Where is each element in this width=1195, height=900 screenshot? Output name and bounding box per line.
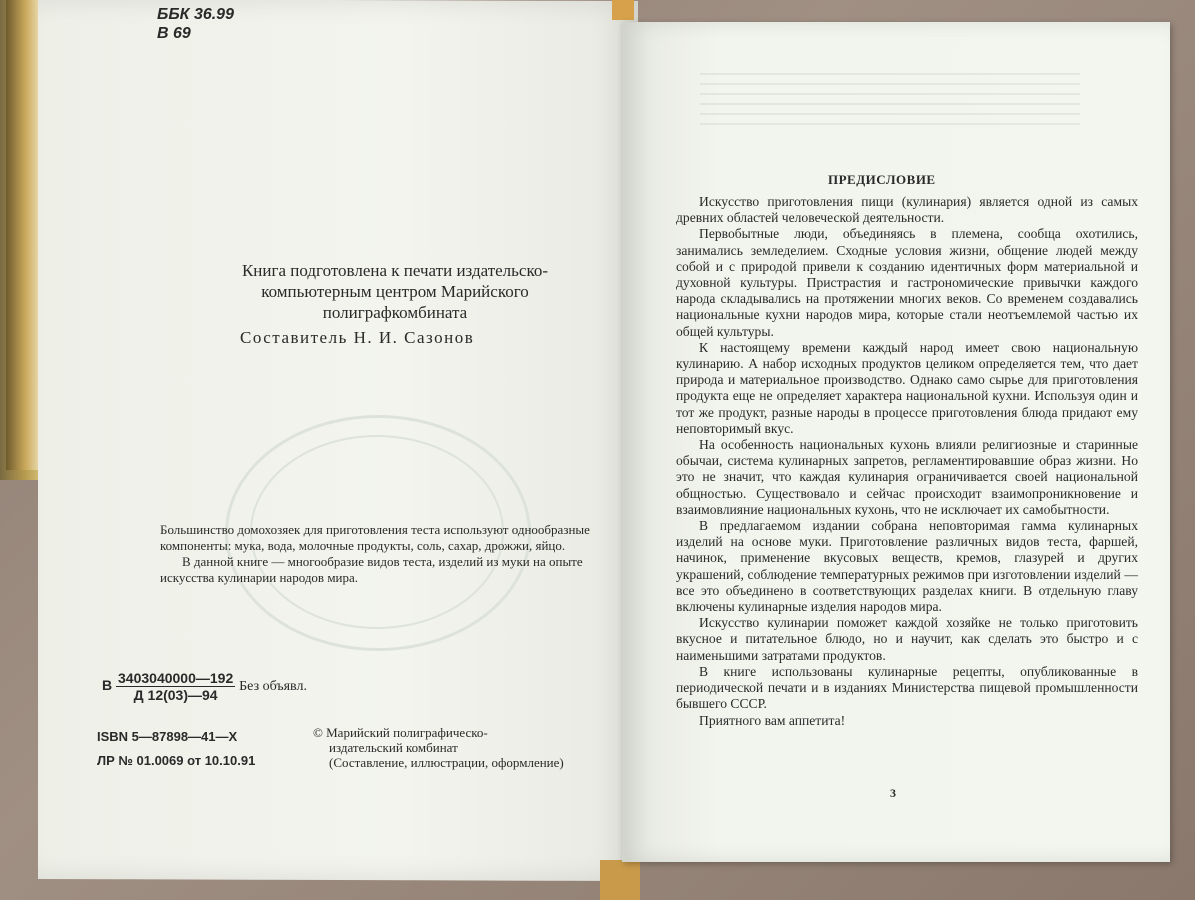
annotation-paragraph: Большинство домохозяек для приготовления теста используют однообразные компоненты: мука, вода, молочные продукты, соль, сахар, дрожжи, яйцо.: [160, 522, 590, 553]
book-annotation: [160, 522, 590, 586]
biblio-denominator: Д 12(03)—94: [133, 687, 218, 703]
biblio-prefix: В: [102, 677, 113, 694]
license-number: ЛР № 01.0069 от 10.10.91: [97, 753, 256, 768]
bbk-code: ББК 36.99: [157, 6, 234, 23]
copyright-line: (Составление, иллюстрации, оформление): [329, 755, 564, 770]
copyright-line: издательский комбинат: [329, 740, 458, 755]
isbn-block: [97, 725, 255, 773]
preface-paragraph: На особенность национальных кухонь влияли религиозные и старинные обычаи, система кулинарных запретов, регламентировавшие образ жизни. Но это не значит, что каждая кулинария ограничивается своей национальной общностью. Существовало и сейчас происходит взаимопроникновение и взаимовлияние национальных кухонь, что не исключает их самобытности.: [676, 437, 1138, 517]
copyright-notice: [313, 725, 564, 770]
preface-paragraph: Приятного вам аппетита!: [699, 712, 846, 728]
copyright-line: © Марийский полиграфическо-: [313, 725, 488, 740]
isbn: ISBN 5—87898—41—X: [97, 729, 238, 744]
preface-title: ПРЕДИСЛОВИЕ: [828, 172, 936, 187]
preface-paragraph: Искусство приготовления пищи (кулинария) является одной из самых древних областей человеческой деятельности.: [676, 194, 1138, 226]
preface-paragraph: Искусство кулинарии поможет каждой хозяйке не только приготовить вкусное и питательное блюдо, но и научит, как сделать это быстро и с наименьшими затратами продуктов.: [676, 615, 1138, 663]
preface-paragraph: В предлагаемом издании собрана неповторимая гамма кулинарных изделий на основе муки. Приготовление различных видов теста, фаршей, начинок, применение вкусовых веществ, кремов, глазурей и других украшений, соблюдение температурных режимов при изготовлении изделий — все это объединено в соответствующих разделах книги. В отдельную главу включены кулинарные изделия народов мира.: [676, 518, 1138, 615]
annotation-paragraph: В данной книге — многообразие видов теста, изделий из муки на опыте искусства кулинарии народов мира.: [160, 554, 583, 585]
preface-paragraph: В книге использованы кулинарные рецепты, опубликованные в периодической печати и в изданиях Министерства пищевой промышленности бывшего СССР.: [676, 663, 1138, 712]
bibliographic-code: [102, 670, 307, 703]
preface-paragraph: К настоящему времени каждый народ имеет свою национальную кулинарию. А набор исходных продуктов целиком определяется тем, что дает природа и материальное производство. Однако само сырье для приготовления продукта еще не определяет характера национальной кухни. Используя один и тот же продукт, разные народы в процессе приготовления блюда придают ему неповторимый вкус.: [676, 339, 1138, 436]
preface-text: [676, 194, 1138, 729]
biblio-note: Без объявл.: [239, 679, 307, 695]
page-number: 3: [890, 786, 896, 800]
compiler-credit: Составитель Н. И. Сазонов: [240, 328, 475, 347]
bbk-classification: [157, 5, 234, 43]
prepared-by-note: Книга подготовлена к печати издательско-компьютерным центром Марийского полиграфкомбината: [241, 261, 549, 322]
preface-paragraph: Первобытные люди, объединяясь в племена, сообща охотились, занимались земледелием. Сходные условия жизни, общение людей между собой и с природой привели к созданию идентичных форм материальной и духовной культуры. Пристрастия и гастрономические привычки каждого народа складывались на протяжении многих веков. Со временем создавались национальные кухни народов мира, которые стали неотъемлемой частью их общей культуры.: [676, 226, 1138, 339]
biblio-numerator: 3403040000—192: [118, 670, 234, 686]
author-mark: В 69: [157, 25, 191, 42]
book-cover-bottom: [600, 860, 640, 900]
biblio-fraction: [116, 670, 235, 703]
show-through-text: [700, 65, 1080, 155]
book-cover-top: [612, 0, 634, 20]
